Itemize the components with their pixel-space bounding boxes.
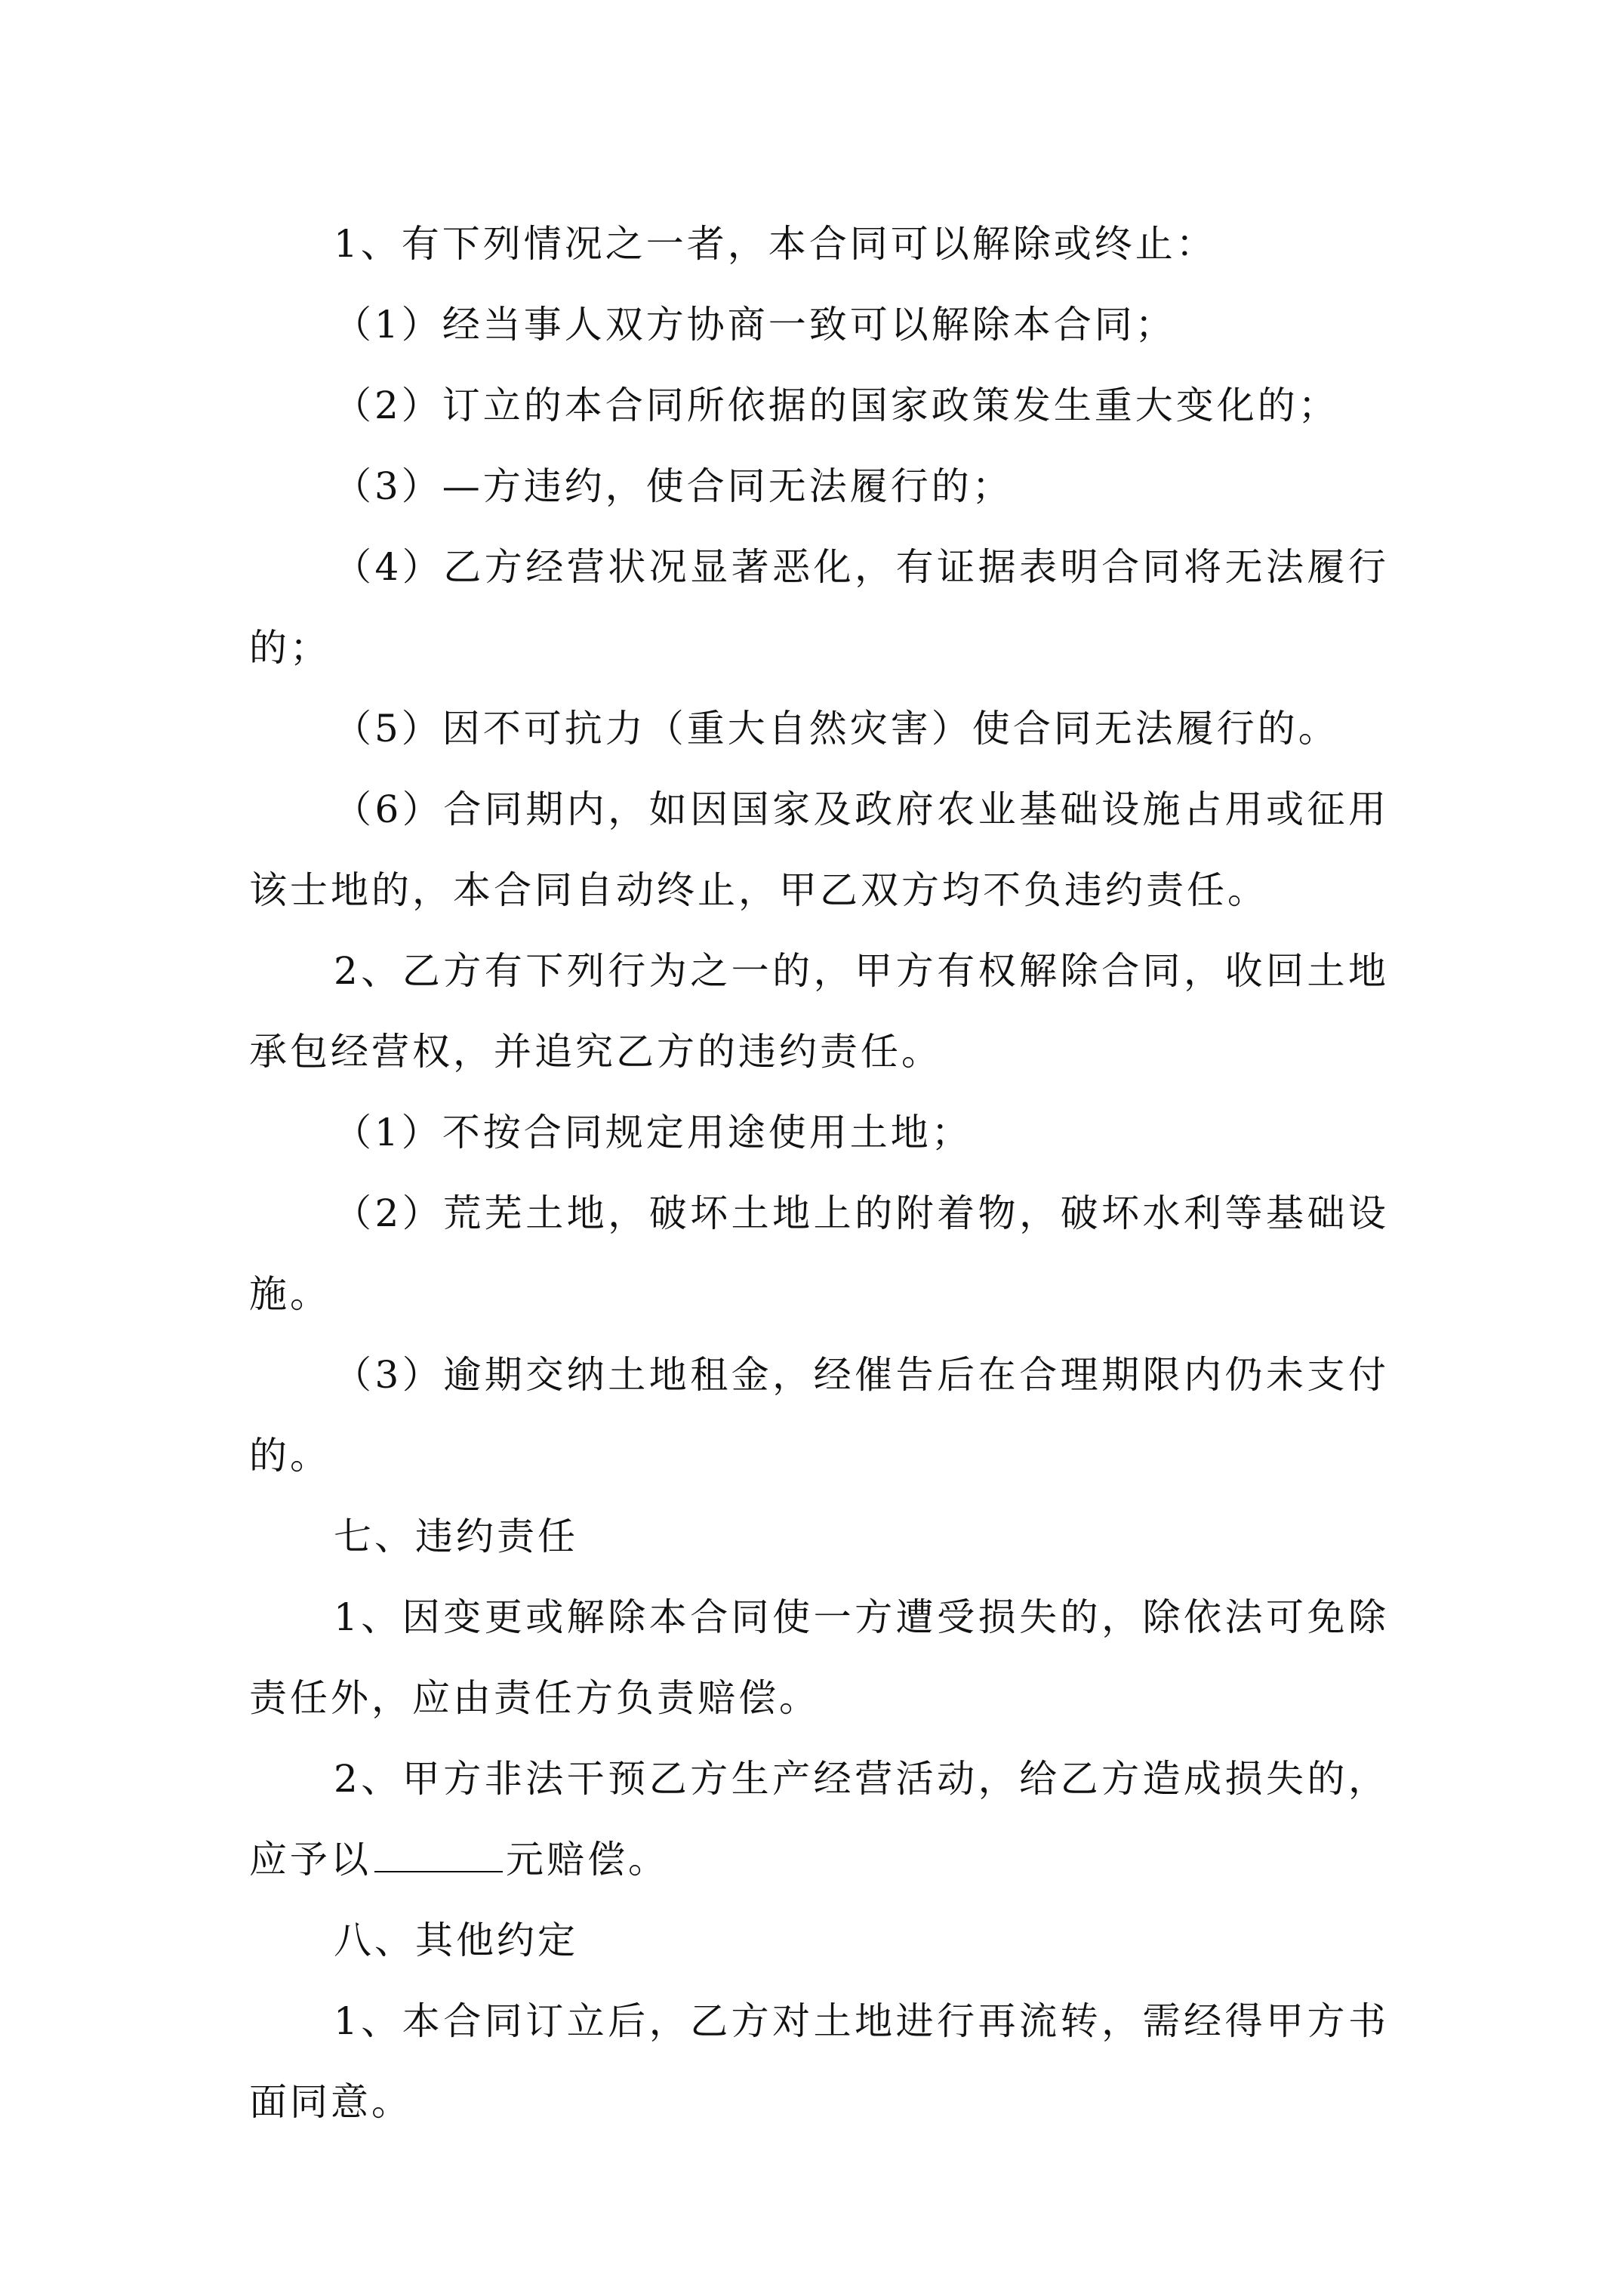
paragraph-breach-3: （3）逾期交纳土地租金，经催告后在合理期限内仍未支付的。 [249,1353,1389,1478]
paragraph-condition-1: （1）经当事人双方协商一致可以解除本合同； [334,303,1176,347]
paragraph-liability-2 [249,1739,1389,1900]
paragraph-termination-conditions: 1、有下列情况之一者，本合同可以解除或终止： [334,222,1217,266]
paragraph-condition-5: （5）因不可抗力（重大自然灾害）使合同无法履行的。 [334,707,1339,750]
section-heading-other: 八、其他约定 [334,1918,578,1962]
compensation-text-before: 2、甲方非法干预乙方生产经营活动，给乙方造成损失的，应予以 [249,1757,1389,1881]
paragraph-party-b-breach: 2、乙方有下列行为之一的，甲方有权解除合同，收回土地承包经营权，并追究乙方的违约责任。 [249,949,1389,1074]
paragraph-condition-6: （6）合同期内，如因国家及政府农业基础设施占用或征用该士地的，本合同自动终止，甲乙双方均不负违约责任。 [249,787,1389,912]
paragraph-breach-2: （2）荒芜土地，破坏土地上的附着物，破坏水利等基础设施。 [249,1191,1389,1316]
paragraph-condition-4: （4）乙方经营状况显著恶化，有证据表明合同将无法履行的； [249,545,1389,670]
compensation-amount-blank [374,1841,503,1872]
paragraph-condition-3: （3）—方违约，使合同无法履行的； [334,464,1013,508]
paragraph-breach-1: （1）不按合同规定用途使用土地； [334,1111,972,1154]
document-body [249,204,1389,2143]
compensation-text-after: 元赔偿。 [506,1838,669,1881]
paragraph-other-1: 1、本合同订立后，乙方对土地进行再流转，需经得甲方书面同意。 [249,1999,1389,2124]
section-heading-liability: 七、违约责任 [334,1515,578,1558]
paragraph-condition-2: （2）订立的本合同所依据的国家政策发生重大变化的； [334,384,1339,427]
paragraph-liability-1: 1、因变更或解除本合同使一方遭受损失的，除依法可免除责任外，应由责任方负责赔偿。 [249,1595,1389,1720]
